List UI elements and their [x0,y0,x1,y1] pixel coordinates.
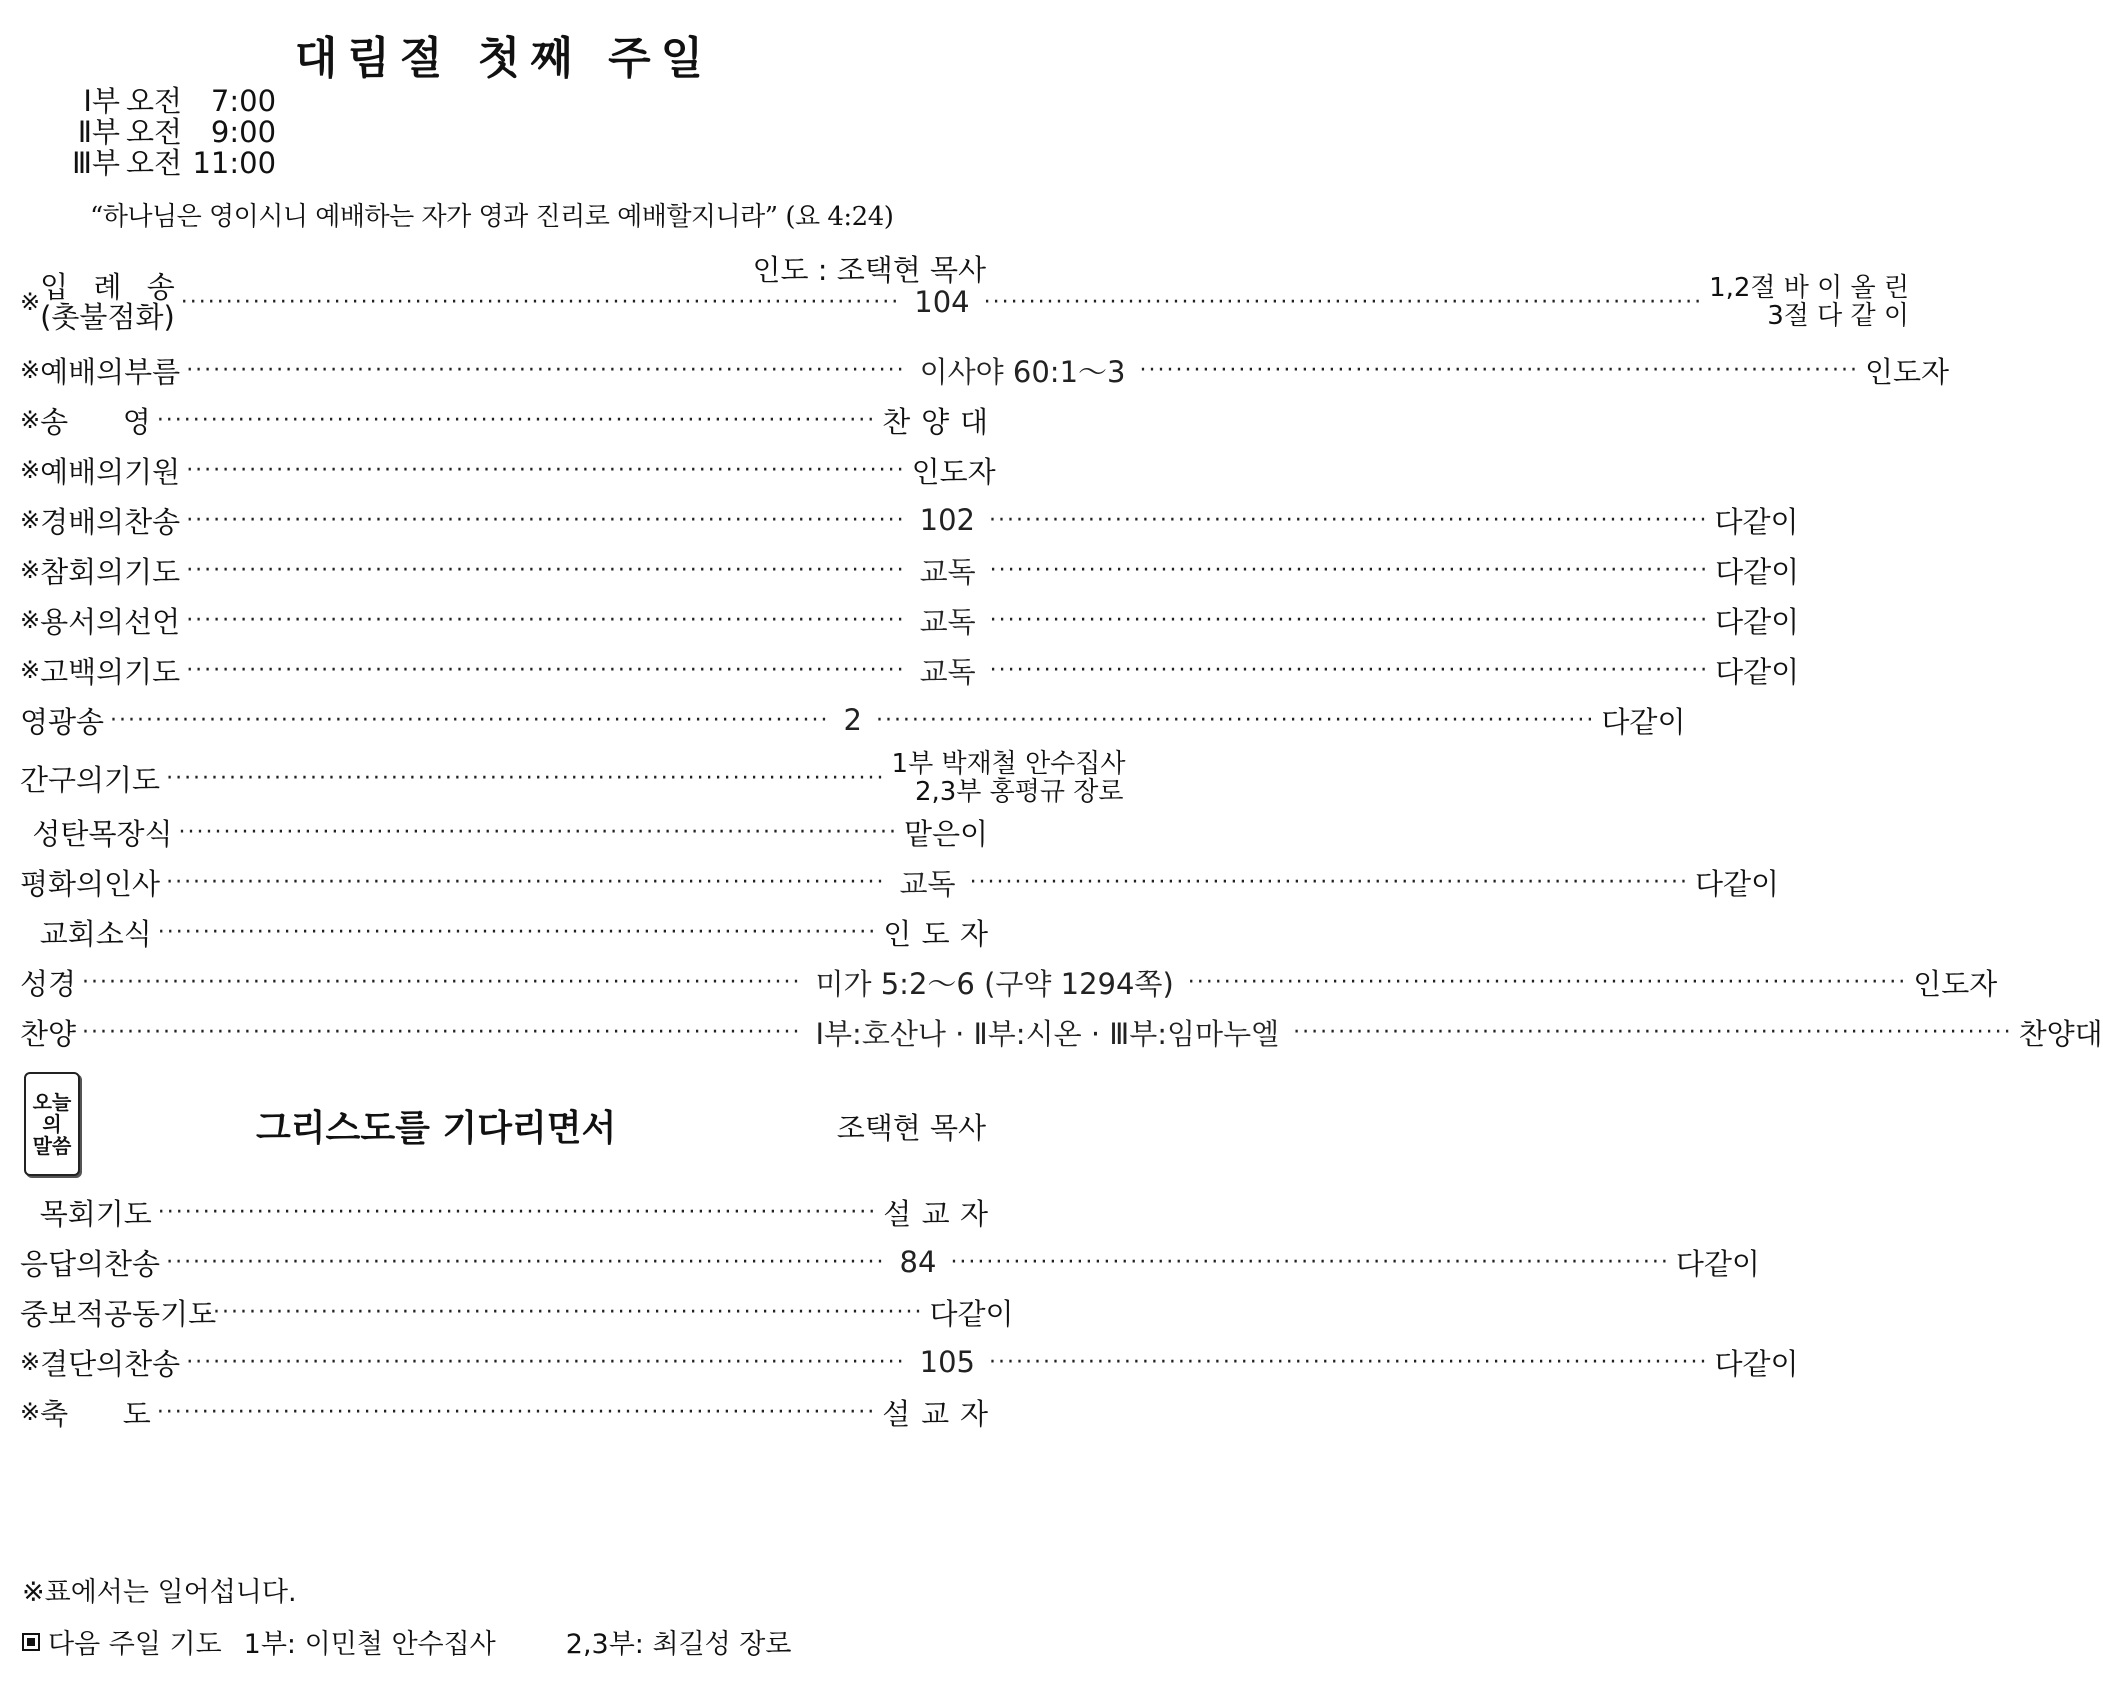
order-row [20,550,1800,590]
dot-leader: ················································································ 105 ················································································ [186,1345,1709,1379]
order-item-name: 목 회 기 도 [39,1196,152,1231]
leader-line: 1,2절 바 이 올 린 [1709,273,1910,303]
order-item-name: 축 도 [40,1396,151,1431]
leader-line: 2,3부 홍평규 장로 [914,777,1124,807]
order-item-leader: 인 도 자 [883,916,988,951]
order-item-leader: 찬 양 대 [882,404,988,439]
service-time-row [58,86,276,117]
order-item-line: 입 례 송 [40,270,175,304]
order-item-detail: 104 [914,285,970,319]
order-item-leader: 설 교 자 [882,1396,988,1431]
order-row [20,1342,1799,1382]
order-item-leader [1709,274,1909,330]
badge-line: 오늘의 [32,1090,72,1136]
order-item-detail: 105 [919,1345,975,1379]
order-item-detail: Ⅰ부:호산나 · Ⅱ부:시온 · Ⅲ부:임마누엘 [815,1016,1280,1051]
sermon-preacher: 조택현 목사 [836,1111,986,1145]
order-row [20,650,1800,690]
order-item-name: 송 영 [40,404,151,439]
dot-leader: ················································································ 교독 ················································································ [186,600,1709,641]
order-item-name [40,272,175,332]
order-item-detail: 교독 [899,866,956,901]
sermon-title: 그리스도를 기다리면서 [256,1108,617,1149]
order-row [20,400,988,440]
standing-mark: ※ [20,1398,41,1426]
order-item-name: 예배의 부름 [40,354,181,389]
service-part: Ⅰ부 [83,84,120,118]
order-item-leader: 다 같 이 [1695,866,1780,901]
order-item-leader [892,750,1124,806]
order-row [20,350,1949,390]
order-row [20,1012,2103,1052]
standing-mark: ※ [20,356,41,384]
order-item-leader: 찬 양 대 [2018,1016,2103,1051]
badge-line: 말씀 [32,1134,72,1158]
order-item-detail: 미가 5:2～6 (구약 1294쪽) [815,966,1174,1001]
sermon-section [20,1072,988,1176]
next-week-label: 다음 주일 기도 [48,1629,222,1660]
next-week-first: 1부: 이민철 안수집사 [243,1629,496,1660]
order-row [20,746,1126,810]
dot-leader: ················································································ [156,407,877,433]
leader-line: 1부 박재철 안수집사 [891,749,1126,779]
standing-note: ※표에서는 일어섭니다. [22,1577,297,1608]
page-title: 대림절 첫째 주일 [294,33,714,84]
order-item-name: 영 광 송 [20,704,105,739]
standing-mark: ※ [20,506,41,534]
order-item-detail: 교독 [919,654,976,689]
order-item-name: 예배의 기원 [40,454,181,489]
service-clock: 7:00 [210,84,277,118]
dot-leader: ················································································ [157,919,878,945]
order-item-name: 성탄목장식 [32,816,173,851]
order-item-name: 성 경 [20,966,77,1001]
order-item-detail: 교독 [919,554,976,589]
order-item-detail: 교독 [919,604,976,639]
dot-leader: ················································································ Ⅰ부:호산나 · Ⅱ부:시온 · Ⅲ부:임마누엘 ················································································ [82,1012,2013,1053]
order-row [20,600,1800,640]
order-row [20,862,1780,902]
order-item-leader: 다 같 이 [1714,504,1799,539]
dot-leader: ················································································ 교독 ················································································ [186,650,1709,691]
dot-leader: ················································································ [178,819,898,845]
order-row [20,912,988,952]
dot-leader: ················································································ [186,457,906,483]
dot-leader: ················································································ [156,1399,877,1425]
order-item-name: 참회의 기도 [40,554,181,589]
standing-mark: ※ [20,456,41,484]
square-bullet-icon [22,1633,40,1651]
service-time-row [58,117,276,148]
order-item-name: 응답의 찬송 [20,1246,161,1281]
order-row [20,500,1799,540]
leader-line: 3절 다 같 이 [1767,301,1910,331]
next-week-second: 2,3부: 최길성 장로 [565,1629,792,1660]
standing-mark: ※ [20,556,41,584]
dot-leader: ················································································ 이사야 60:1～3 ················································································ [186,350,1859,391]
next-week-prayer [22,1622,791,1661]
order-item-name: 결단의 찬송 [40,1346,181,1381]
service-time-row [58,148,276,179]
order-item-name: 평화의 인사 [20,866,161,901]
service-part: Ⅲ부 [71,146,120,180]
order-item-leader: 인 도 자 [911,454,996,489]
dot-leader: ················································································ 미가 5:2～6 (구약 1294쪽) ················································································ [82,962,1907,1003]
dot-leader: ················································································ 104 ················································································ [180,285,1704,319]
standing-mark: ※ [20,656,41,684]
order-row [20,450,996,490]
order-item-name: 찬 양 [20,1016,77,1051]
worship-leader: 인도 : 조택현 목사 [752,253,986,287]
standing-mark: ※ [20,288,41,316]
order-item-name: 간구의 기도 [20,762,161,797]
dot-leader: ················································································ [157,1199,878,1225]
dot-leader: ················································································ 교독 ················································································ [166,862,1689,903]
dot-leader: ················································································ 2 ················································································ [110,703,1596,737]
scripture-quote: “하나님은 영이시니 예배하는 자가 영과 진리로 예배할지니라” (요 4:24) [90,202,894,232]
order-row [20,1242,1760,1282]
dot-leader: ················································································ 84 ················································································ [166,1245,1670,1279]
order-item-name: 중보적공동기도 [20,1296,217,1331]
order-row [20,700,1686,740]
standing-mark: ※ [20,606,41,634]
order-item-leader: 다 같 이 [1715,604,1800,639]
order-item-leader: 인 도 자 [1864,354,1949,389]
order-item-detail: 102 [919,503,975,537]
order-item-name: 교 회 소 식 [39,916,152,951]
order-row [20,812,988,852]
standing-mark: ※ [20,1348,41,1376]
order-row [20,1292,1014,1332]
service-clock: 9:00 [210,115,277,149]
order-item-leader: 다 같 이 [1601,704,1686,739]
dot-leader: ················································································ 교독 ················································································ [186,550,1709,591]
service-times [58,86,276,179]
todays-word-badge [24,1072,80,1176]
dot-leader: ················································································ 102 ················································································ [186,503,1709,537]
service-clock: 11:00 [192,146,277,180]
dot-leader: ················································································ [204,1299,924,1325]
order-row [20,270,1910,334]
order-item-leader: 다 같 이 [1675,1246,1760,1281]
order-row [20,1192,988,1232]
order-item-leader: 설 교 자 [883,1196,988,1231]
order-item-detail: 84 [899,1245,937,1279]
service-label: 오전 [126,84,183,118]
order-item-leader: 다 같 이 [1715,654,1800,689]
order-item-detail: 2 [843,703,862,737]
service-label: 오전 [126,146,183,180]
order-item-leader: 맡 은 이 [903,816,988,851]
order-item-leader: 다 같 이 [929,1296,1014,1331]
order-item-leader: 다 같 이 [1714,1346,1799,1381]
order-item-leader: 인 도 자 [1913,966,1998,1001]
dot-leader: ················································································ [166,765,886,791]
service-part: Ⅱ부 [77,115,120,149]
order-item-name: 경배의 찬송 [40,504,181,539]
order-row [20,1392,988,1432]
order-row [20,962,1998,1002]
service-label: 오전 [126,115,183,149]
order-item-subline: (촛불점화) [40,300,175,334]
order-item-leader: 다 같 이 [1715,554,1800,589]
order-item-name: 용서의 선언 [40,604,181,639]
order-item-name: 고백의 기도 [40,654,181,689]
order-item-detail: 이사야 60:1～3 [919,354,1126,389]
standing-mark: ※ [20,406,41,434]
